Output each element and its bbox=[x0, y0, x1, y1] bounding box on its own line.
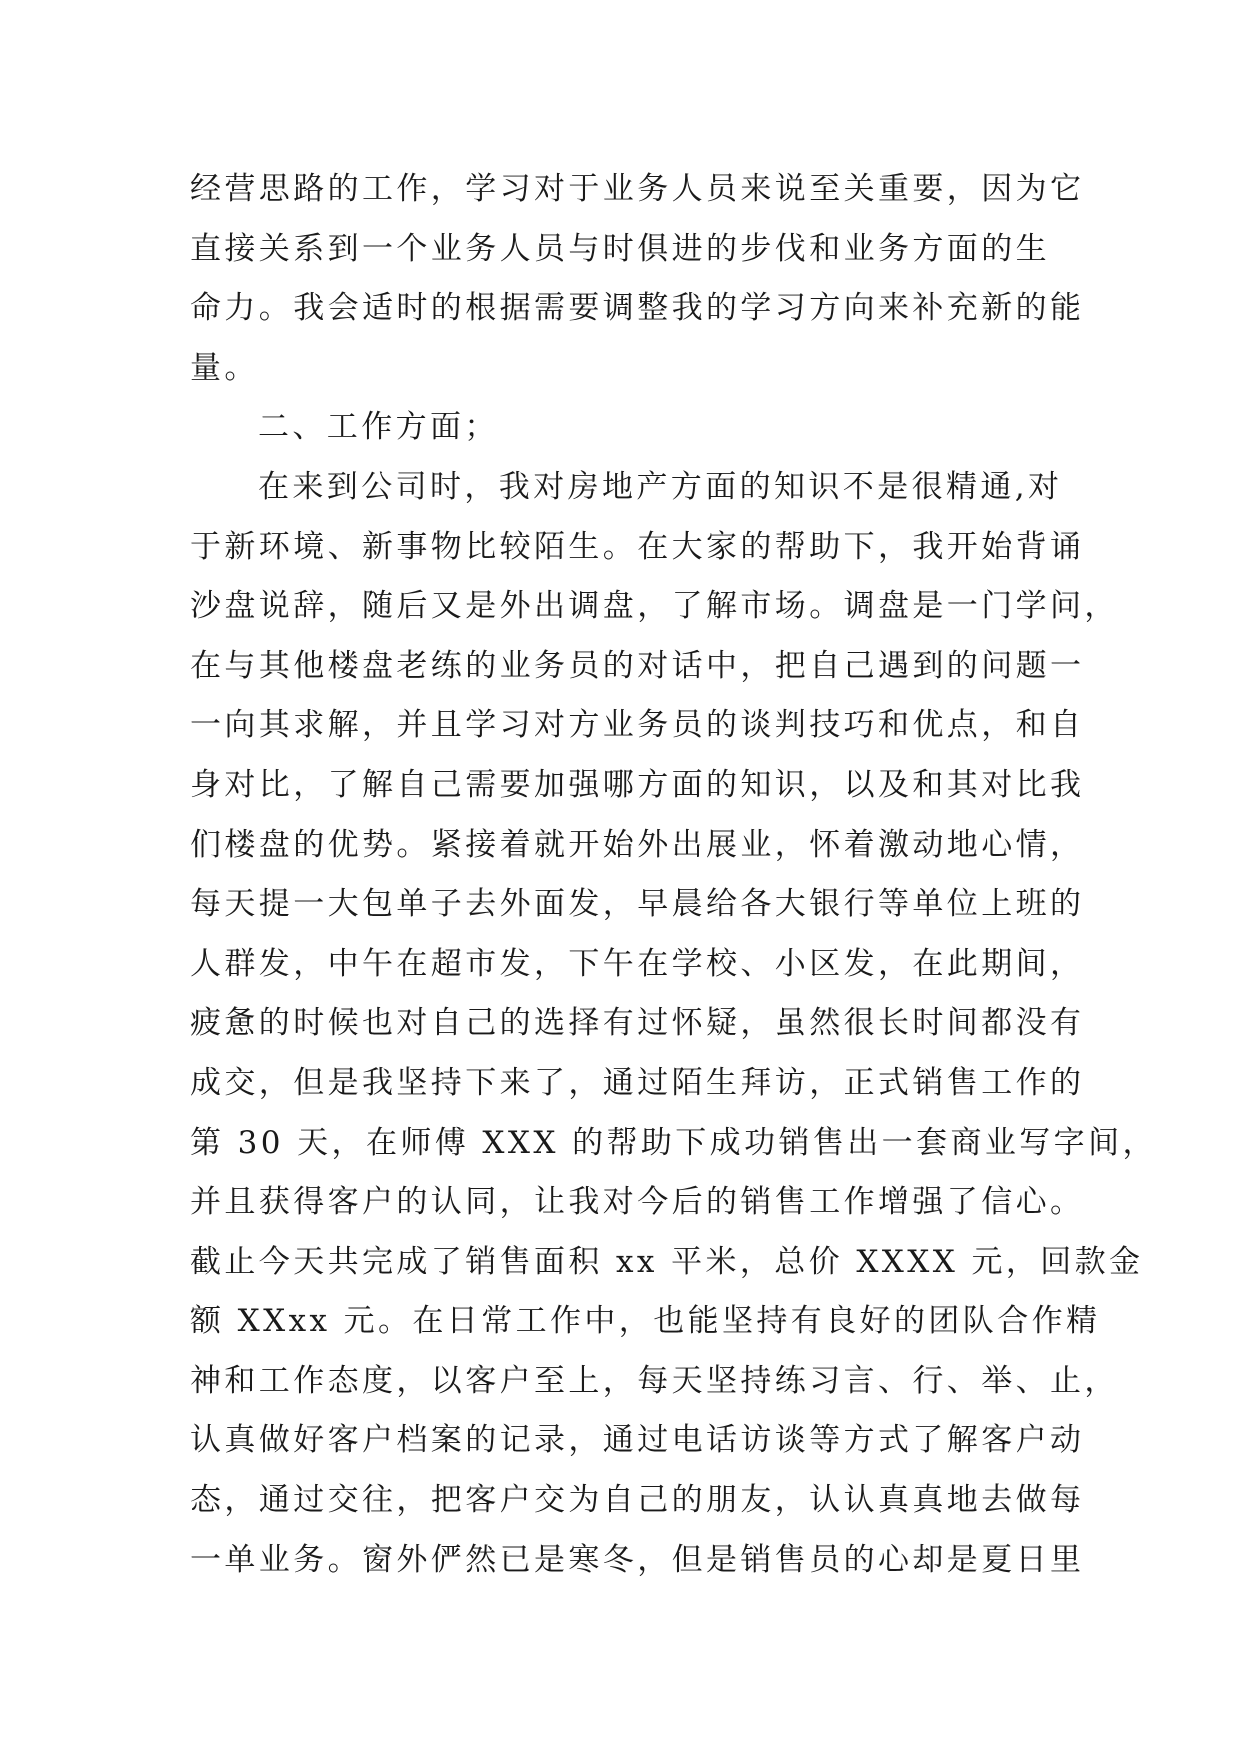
text-line: 疲惫的时候也对自己的选择有过怀疑，虽然很长时间都没有 bbox=[190, 1005, 1085, 1042]
text-line: 命力。我会适时的根据需要调整我的学习方向来补充新的能 bbox=[190, 290, 1085, 327]
text-line: 直接关系到一个业务人员与时俱进的步伐和业务方面的生 bbox=[190, 230, 1050, 267]
text-line: 在来到公司时，我对房地产方面的知识不是很精通,对 bbox=[258, 468, 1063, 505]
text-line: 二、工作方面； bbox=[258, 409, 499, 446]
text-line: 在与其他楼盘老练的业务员的对话中，把自己遇到的问题一 bbox=[190, 647, 1085, 684]
text-line: 态，通过交往，把客户交为自己的朋友，认认真真地去做每 bbox=[190, 1482, 1085, 1519]
text-line: 神和工作态度，以客户至上，每天坚持练习言、行、举、止， bbox=[190, 1362, 1119, 1399]
body-text bbox=[190, 160, 1157, 1590]
text-line: 经营思路的工作，学习对于业务人员来说至关重要，因为它 bbox=[190, 171, 1085, 207]
text-line: 一单业务。窗外俨然已是寒冬，但是销售员的心却是夏日里 bbox=[190, 1541, 1085, 1578]
text-line: 量。 bbox=[190, 349, 259, 386]
text-line: 们楼盘的优势。紧接着就开始外出展业，怀着激动地心情， bbox=[190, 826, 1085, 863]
text-line: 身对比，了解自己需要加强哪方面的知识，以及和其对比我 bbox=[190, 766, 1085, 803]
text-line: 于新环境、新事物比较陌生。在大家的帮助下，我开始背诵 bbox=[190, 528, 1085, 565]
text-line: 并且获得客户的认同，让我对今后的销售工作增强了信心。 bbox=[190, 1184, 1085, 1221]
text-line: 认真做好客户档案的记录，通过电话访谈等方式了解客户动 bbox=[190, 1422, 1085, 1459]
text-line: 每天提一大包单子去外面发，早晨给各大银行等单位上班的 bbox=[190, 886, 1085, 923]
text-line: 成交，但是我坚持下来了，通过陌生拜访，正式销售工作的 bbox=[190, 1064, 1085, 1101]
text-line: 人群发，中午在超市发，下午在学校、小区发，在此期间， bbox=[190, 945, 1085, 982]
text-line: 额 XXxx 元。在日常工作中，也能坚持有良好的团队合作精 bbox=[190, 1303, 1101, 1340]
text-line: 截止今天共完成了销售面积 xx 平米，总价 XXXX 元，回款金 bbox=[190, 1243, 1144, 1280]
text-line: 一向其求解，并且学习对方业务员的谈判技巧和优点，和自 bbox=[190, 707, 1085, 744]
text-line: 第 30 天，在师傅 XXX 的帮助下成功销售出一套商业写字间， bbox=[190, 1124, 1157, 1161]
text-line: 沙盘说辞，随后又是外出调盘，了解市场。调盘是一门学问， bbox=[190, 588, 1119, 625]
